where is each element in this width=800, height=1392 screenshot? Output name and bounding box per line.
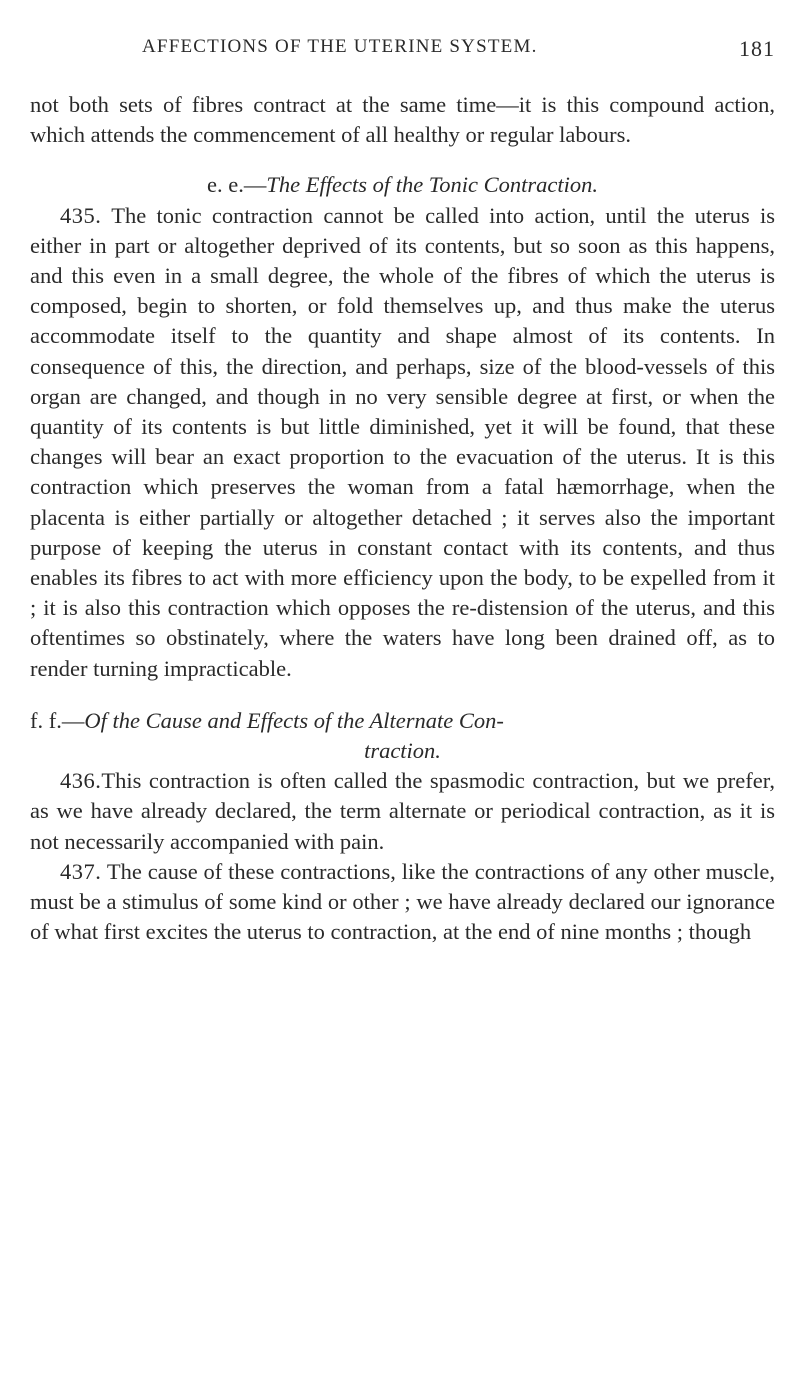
page-body xyxy=(30,90,775,947)
section-heading-e xyxy=(30,170,775,200)
paragraph-number-436: 436. xyxy=(60,768,102,794)
paragraph-number-435: 435. xyxy=(60,202,102,228)
paragraph-text-437: The cause of these contractions, like the contractions of any other muscle, must be a stimulus of some kind or other ; we have already declared our ignorance of what first excites the uterus to contraction, at the end of nine months ; though xyxy=(30,858,776,945)
book-page xyxy=(30,0,775,1392)
page-number: 181 xyxy=(739,36,775,61)
section-label-e: e. e.— xyxy=(206,172,267,198)
section-label-f: f. f.— xyxy=(30,707,85,733)
paragraph-number-437: 437. xyxy=(60,858,102,884)
section-heading-f xyxy=(30,706,775,766)
section-title-f-line1: Of the Cause and Effects of the Alternate Con- xyxy=(84,707,504,733)
paragraph-437 xyxy=(30,857,775,948)
section-title-f-line2: traction. xyxy=(364,738,441,764)
paragraph-435 xyxy=(30,201,775,684)
paragraph-text-436: This contraction is often called the spasmodic contraction, but we prefer, as we have already declared, the term alternate or periodical contraction, as it is not necessarily accompanied with pain. xyxy=(30,768,775,854)
paragraph-436 xyxy=(30,766,775,857)
section-title-e: The Effects of the Tonic Contraction. xyxy=(266,172,598,198)
opening-paragraph: not both sets of fibres contract at the same time—it is this compound action, which attends the commencement of all healthy or regular labours. xyxy=(30,92,775,148)
running-title: AFFECTIONS OF THE UTERINE SYSTEM. xyxy=(142,36,538,57)
running-header xyxy=(30,36,775,70)
paragraph-text-435: The tonic contraction cannot be called into action, until the uterus is either in part or altogether deprived of its contents, but so soon as this happens, and this even in a small degree, the whole of the fibres of which the uterus is composed, begin to shorten, or fold themselves up, and thus make the uterus accommodate itself to the quantity and shape almost of its contents. In consequence of this, the direction, and perhaps, size of the blood-vessels of this organ are changed, and though in no very sensible degree at first, or when the quantity of its contents is but little diminished, yet it will be found, that these changes will bear an exact proportion to the evacuation of the uterus. It is this contraction which preserves the woman from a fatal hæmorrhage, when the placenta is either partially or altogether detached ; it serves also the important purpose of keeping the uterus in constant contact with its contents, and thus enables its fibres to act with more efficiency upon the body, to be expelled from it ; it is also this contraction which opposes the re-distension of the uterus, and this oftentimes so obstinately, where the waters have long been drained off, as to render turning impracticable. xyxy=(30,202,776,681)
section-heading-f-line1 xyxy=(30,706,775,736)
